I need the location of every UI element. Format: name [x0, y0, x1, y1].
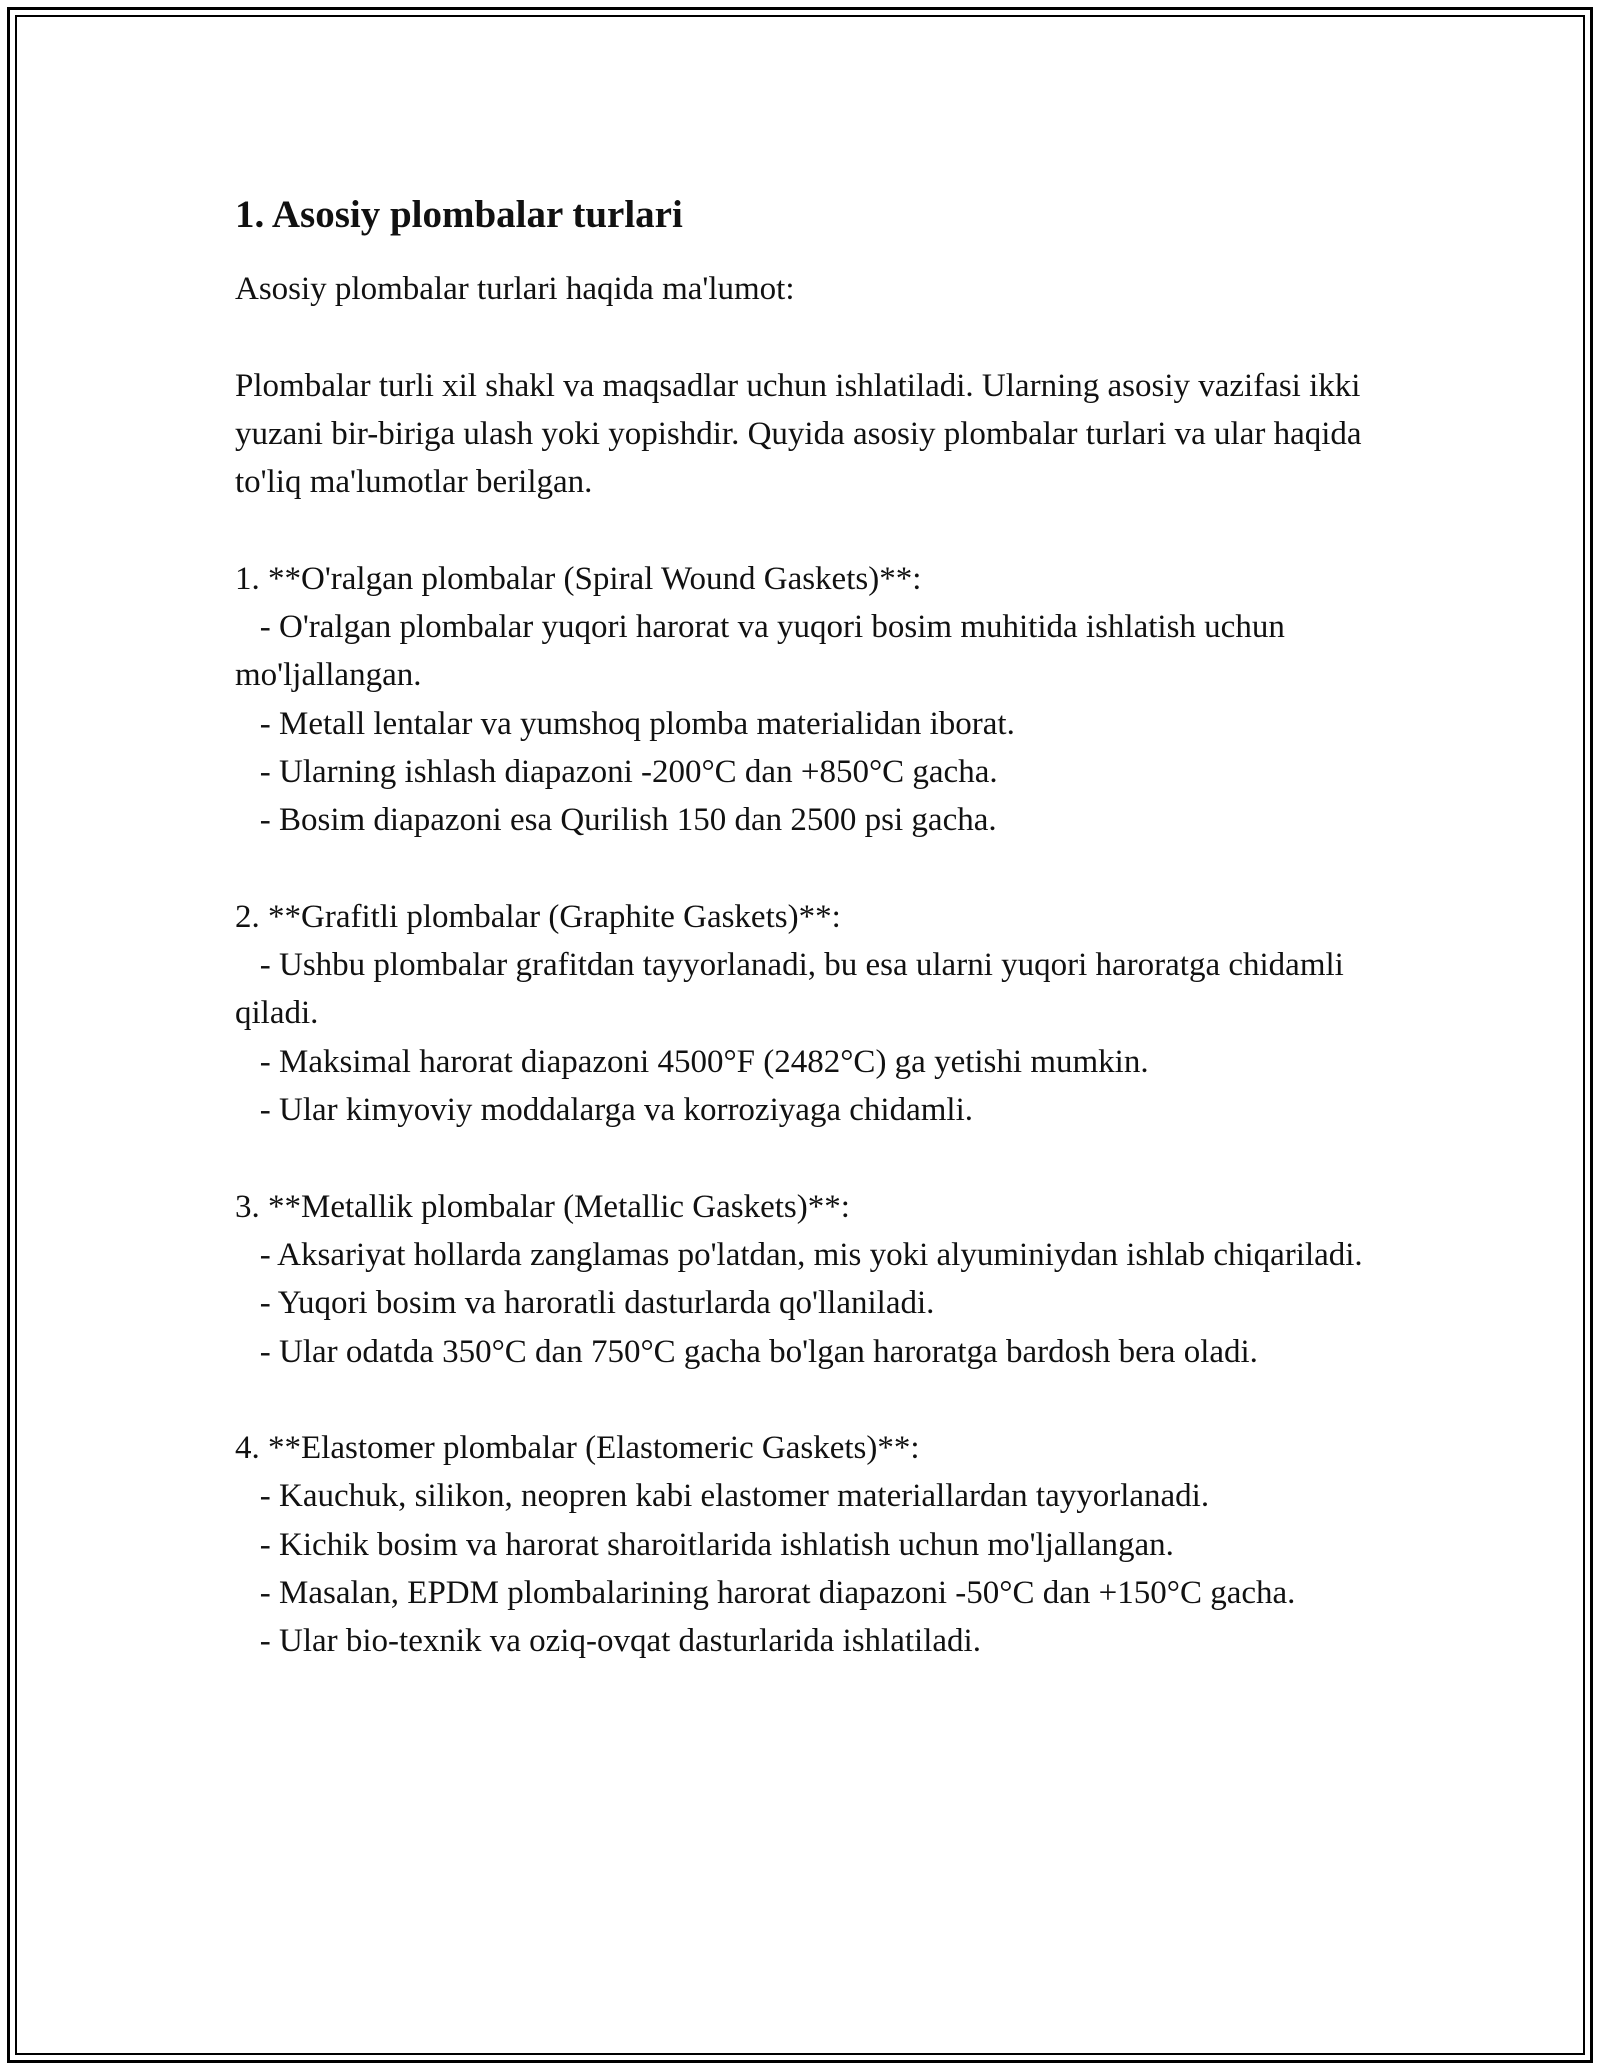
document-body-text: Asosiy plombalar turlari haqida ma'lumot: Plombalar turli xil shakl va maqsadlar uchun ishlatiladi. Ularning asosiy vazifasi ikki yuzani bir-biriga ulash yoki yopishdir. Quyida asosiy plombalar turlari va ular haqida to'liq ma'lumotlar berilgan. 1. **O'ralgan plombalar (Spiral Wound Gaskets)**: - O'ralgan plombalar yuqori harorat va yuqori bosim muhitida ishlatish uchun mo'ljallangan. - Metall lentalar va yumshoq plomba materialidan iborat. - Ularning ishlash diapazoni -200°C dan +850°C gacha. - Bosim diapazoni esa Qurilish 150 dan 2500 psi gacha. 2. **Grafitli plombalar (Graphite Gaskets)**: - Ushbu plombalar grafitdan tayyorlanadi, bu esa ularni yuqori haroratga chidamli qiladi. - Maksimal harorat diapazoni 4500°F (2482°C) ga yetishi mumkin. - Ular kimyoviy moddalarga va korroziyaga chidamli. 3. **Metallik plombalar (Metallic Gaskets)**: - Aksariyat hollarda zanglamas po'latdan, mis yoki alyuminiydan ishlab chiqariladi. - Yuqori bosim va haroratli dasturlarda qo'llaniladi. - Ular odatda 350°C dan 750°C gacha bo'lgan haroratga bardosh bera oladi. 4. **Elastomer plombalar (Elastomeric Gaskets)**: - Kauchuk, silikon, neopren kabi elastomer materiallardan tayyorlanadi. - Kichik bosim va harorat sharoitlarida ishlatish uchun mo'ljallangan. - Masalan, EPDM plombalarining harorat diapazoni -50°C dan +150°C gacha. - Ular bio-texnik va oziq-ovqat dasturlarida ishlatiladi.	[235, 271, 1363, 1660]
document-content	[235, 185, 1365, 1666]
document-heading: 1. Asosiy plombalar turlari	[235, 193, 683, 236]
